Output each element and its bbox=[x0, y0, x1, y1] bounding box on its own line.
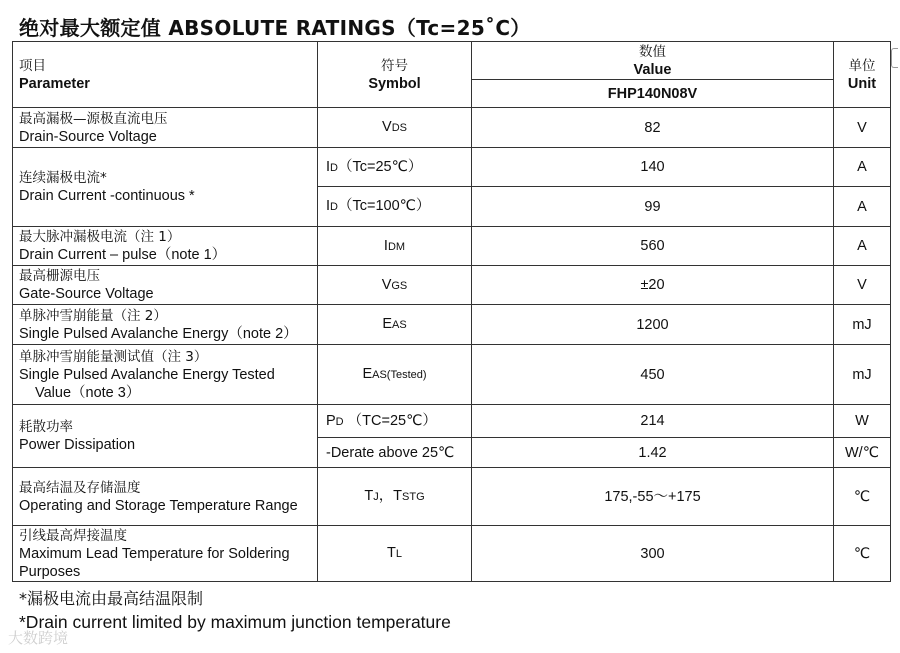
unit-cell: W bbox=[834, 405, 891, 438]
unit-cell: A bbox=[834, 148, 891, 187]
table-row: 单脉冲雪崩能量（注 2） Single Pulsed Avalanche Energy（note 2） EAS 1200 mJ bbox=[13, 305, 891, 345]
unit-cell: W/℃ bbox=[834, 438, 891, 468]
unit-cell: ℃ bbox=[834, 526, 891, 582]
header-value: 数值 Value bbox=[472, 42, 834, 80]
symbol-cell: EAS bbox=[318, 305, 472, 345]
footnote-chinese: *漏极电流由最高结温限制 bbox=[19, 589, 204, 608]
value-cell: 300 bbox=[472, 526, 834, 582]
edge-handle bbox=[891, 48, 898, 68]
symbol-cell: TJ，TSTG bbox=[318, 468, 472, 526]
symbol-cell: EAS(Tested) bbox=[318, 345, 472, 405]
value-cell: 214 bbox=[472, 405, 834, 438]
page-title: 绝对最大额定值 ABSOLUTE RATINGS（Tc=25˚C） bbox=[19, 16, 531, 40]
symbol-cell: PD （TC=25℃） bbox=[318, 405, 472, 438]
header-unit: 单位 Unit bbox=[834, 42, 891, 108]
value-cell: ±20 bbox=[472, 266, 834, 305]
ratings-table bbox=[12, 41, 891, 582]
table-row: 连续漏极电流* Drain Current -continuous * ID（Tc=25℃） 140 A bbox=[13, 148, 891, 187]
value-cell: 99 bbox=[472, 187, 834, 227]
symbol-cell: TL bbox=[318, 526, 472, 582]
unit-cell: ℃ bbox=[834, 468, 891, 526]
value-cell: 82 bbox=[472, 108, 834, 148]
table-header-row bbox=[13, 42, 891, 80]
value-cell: 140 bbox=[472, 148, 834, 187]
table-row: 最高结温及存储温度 Operating and Storage Temperature Range TJ，TSTG 175,-55～+175 ℃ bbox=[13, 468, 891, 526]
symbol-cell: ID（Tc=100℃） bbox=[318, 187, 472, 227]
symbol-cell: ID（Tc=25℃） bbox=[318, 148, 472, 187]
header-parameter: 项目 Parameter bbox=[13, 42, 318, 108]
symbol-cell: VGS bbox=[318, 266, 472, 305]
unit-cell: V bbox=[834, 266, 891, 305]
table-row: 最大脉冲漏极电流（注 1） Drain Current – pulse（note 1） IDM 560 A bbox=[13, 227, 891, 266]
value-cell: 1200 bbox=[472, 305, 834, 345]
unit-cell: mJ bbox=[834, 305, 891, 345]
watermark-logo: 大数跨境 bbox=[8, 629, 69, 647]
unit-cell: A bbox=[834, 227, 891, 266]
table-row: 引线最高焊接温度 Maximum Lead Temperature for Soldering Purposes TL 300 ℃ bbox=[13, 526, 891, 582]
table-row: 耗散功率 Power Dissipation PD （TC=25℃） 214 W bbox=[13, 405, 891, 438]
value-cell: 560 bbox=[472, 227, 834, 266]
unit-cell: mJ bbox=[834, 345, 891, 405]
table-row: 最高栅源电压 Gate-Source Voltage VGS ±20 V bbox=[13, 266, 891, 305]
symbol-cell: IDM bbox=[318, 227, 472, 266]
header-symbol: 符号 Symbol bbox=[318, 42, 472, 108]
footnote-english: *Drain current limited by maximum junction temperature bbox=[19, 612, 451, 632]
unit-cell: V bbox=[834, 108, 891, 148]
value-cell: 175,-55～+175 bbox=[472, 468, 834, 526]
unit-cell: A bbox=[834, 187, 891, 227]
value-cell: 450 bbox=[472, 345, 834, 405]
value-cell: 1.42 bbox=[472, 438, 834, 468]
symbol-cell: VDS bbox=[318, 108, 472, 148]
table-row: 单脉冲雪崩能量测试值（注 3） Single Pulsed Avalanche Energy Tested Value（note 3） EAS(Tested) 450 mJ bbox=[13, 345, 891, 405]
header-part-number: FHP140N08V bbox=[472, 80, 834, 108]
symbol-cell: -Derate above 25℃ bbox=[318, 438, 472, 468]
table-row: 最高漏极—源极直流电压 Drain-Source Voltage VDS 82 V bbox=[13, 108, 891, 148]
